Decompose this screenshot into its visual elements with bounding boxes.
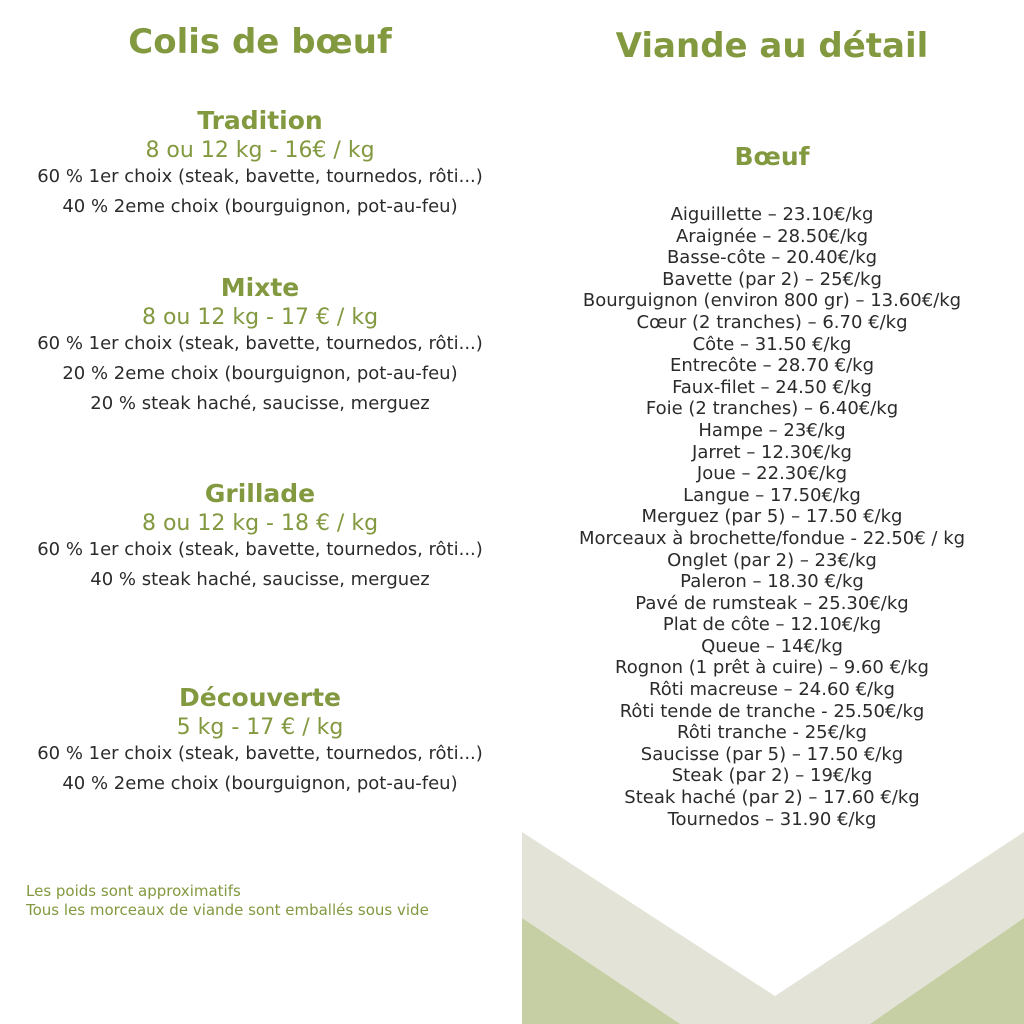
package-name: Découverte xyxy=(179,683,341,712)
price-item: Basse-côte – 20.40€/kg xyxy=(666,247,878,269)
weight-notes xyxy=(26,882,429,920)
package-line: 40 % 2eme choix (bourguignon, pot-au-feu) xyxy=(62,773,458,794)
package-decouverte xyxy=(0,682,520,802)
price-item: Steak haché (par 2) – 17.60 €/kg xyxy=(624,787,920,809)
price-item: Rognon (1 prêt à cuire) – 9.60 €/kg xyxy=(615,657,929,679)
package-grillade xyxy=(0,478,520,598)
price-item: Hampe – 23€/kg xyxy=(698,419,846,441)
price-item: Cœur (2 tranches) – 6.70 €/kg xyxy=(636,311,908,333)
price-item: Pavé de rumsteak – 25.30€/kg xyxy=(635,592,909,614)
category-title-beef: Bœuf xyxy=(734,142,810,171)
package-line: 40 % 2eme choix (bourguignon, pot-au-feu) xyxy=(62,196,458,217)
packages-title: Colis de bœuf xyxy=(128,22,392,62)
package-line: 60 % 1er choix (steak, bavette, tournedos, rôti...) xyxy=(37,166,483,187)
package-name: Mixte xyxy=(220,273,300,302)
price-list xyxy=(520,204,1024,830)
price-item: Bavette (par 2) – 25€/kg xyxy=(662,268,882,290)
price-item: Aiguillette – 23.10€/kg xyxy=(670,204,874,225)
price-item: Plat de côte – 12.10€/kg xyxy=(662,614,882,636)
note-line: Les poids sont approximatifs xyxy=(26,882,241,900)
package-line: 60 % 1er choix (steak, bavette, tournedos, rôti...) xyxy=(37,333,483,354)
price-item: Rôti tranche - 25€/kg xyxy=(677,722,867,744)
price-item: Saucisse (par 5) – 17.50 €/kg xyxy=(640,743,904,765)
package-line: 20 % 2eme choix (bourguignon, pot-au-feu) xyxy=(62,363,458,384)
package-price: 8 ou 12 kg - 18 € / kg xyxy=(141,511,379,536)
package-name: Grillade xyxy=(204,479,316,508)
package-name: Tradition xyxy=(197,106,323,135)
package-price: 8 ou 12 kg - 17 € / kg xyxy=(141,305,379,330)
price-item: Côte – 31.50 €/kg xyxy=(692,333,852,355)
price-item: Queue – 14€/kg xyxy=(701,635,843,657)
package-price: 8 ou 12 kg - 16€ / kg xyxy=(145,138,375,163)
price-item: Jarret – 12.30€/kg xyxy=(692,441,852,463)
price-item: Bourguignon (environ 800 gr) – 13.60€/kg xyxy=(582,290,962,312)
package-line: 60 % 1er choix (steak, bavette, tournedos, rôti...) xyxy=(37,743,483,764)
price-item: Araignée – 28.50€/kg xyxy=(675,225,869,247)
price-item: Onglet (par 2) – 23€/kg xyxy=(667,549,877,571)
price-item: Joue – 22.30€/kg xyxy=(696,463,848,485)
price-item: Steak (par 2) – 19€/kg xyxy=(671,765,873,787)
package-line: 60 % 1er choix (steak, bavette, tournedos, rôti...) xyxy=(37,539,483,560)
package-line: 40 % steak haché, saucisse, merguez xyxy=(90,569,430,590)
retail-title: Viande au détail xyxy=(615,26,929,66)
price-item: Morceaux à brochette/fondue - 22.50€ / kg xyxy=(578,527,966,549)
price-item: Merguez (par 5) – 17.50 €/kg xyxy=(641,506,903,528)
price-item: Paleron – 18.30 €/kg xyxy=(680,571,864,593)
price-item: Entrecôte – 28.70 €/kg xyxy=(669,355,875,377)
package-mixte xyxy=(0,272,520,422)
price-item: Tournedos – 31.90 €/kg xyxy=(667,808,877,830)
price-item: Foie (2 tranches) – 6.40€/kg xyxy=(645,398,899,420)
package-price: 5 kg - 17 € / kg xyxy=(176,715,344,740)
package-line: 20 % steak haché, saucisse, merguez xyxy=(90,393,430,414)
price-item: Rôti tende de tranche - 25.50€/kg xyxy=(619,700,925,722)
price-item: Faux-filet – 24.50 €/kg xyxy=(672,376,872,398)
price-item: Rôti macreuse – 24.60 €/kg xyxy=(649,679,895,701)
note-line: Tous les morceaux de viande sont emballés sous vide xyxy=(26,901,429,919)
price-item: Langue – 17.50€/kg xyxy=(683,484,861,506)
package-tradition xyxy=(0,105,520,225)
